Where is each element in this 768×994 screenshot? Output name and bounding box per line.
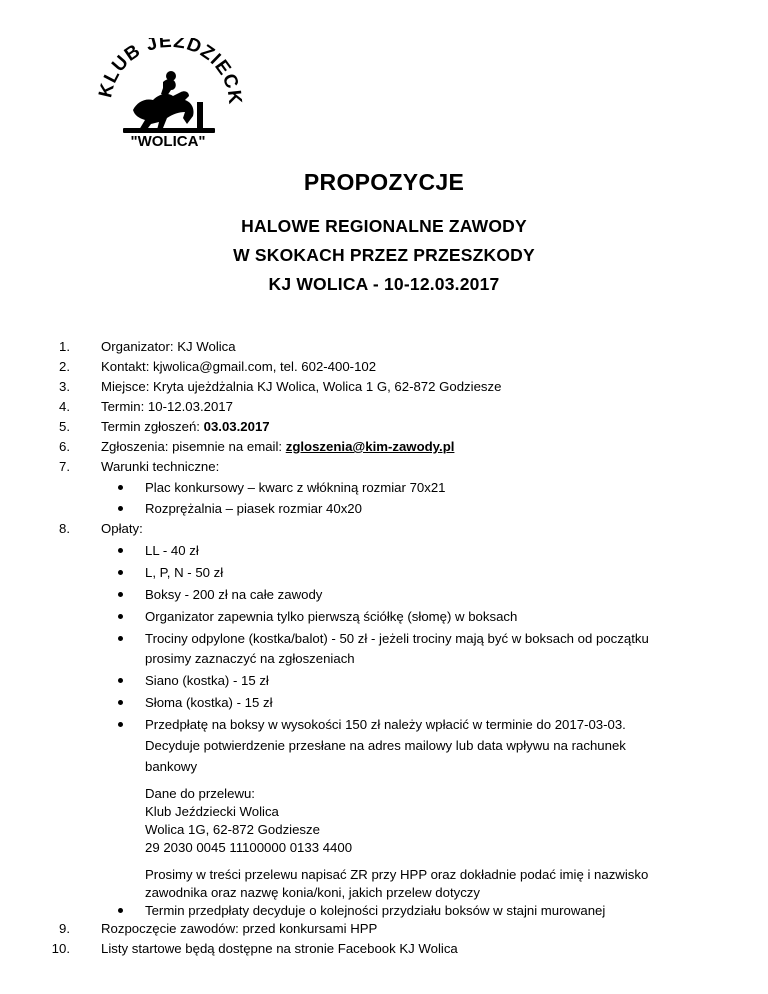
item-text: Miejsce: Kryta ujeżdżalnia KJ Wolica, Wolica 1 G, 62-872 Godziesze: [101, 379, 502, 394]
item-text: [101, 417, 270, 437]
bullet-icon: [118, 485, 123, 490]
item-number: 3.: [59, 379, 70, 394]
bullet-text: Słoma (kostka) - 15 zł: [145, 695, 273, 710]
bullet-text: Siano (kostka) - 15 zł: [145, 673, 269, 688]
bullet-text: L, P, N - 50 zł: [145, 565, 224, 580]
bullet-icon: [118, 592, 123, 597]
subtitle-line-2: W SKOKACH PRZEZ PRZESZKODY: [233, 245, 535, 265]
entries-label: Zgłoszenia: pisemnie na email:: [101, 439, 286, 454]
item-text: [101, 437, 454, 457]
bullet-icon: [118, 506, 123, 511]
page-title: PROPOZYCJE: [303, 169, 465, 195]
bank-account-number: 29 2030 0045 11100000 0133 4400: [145, 840, 353, 855]
bank-recipient: Klub Jeździecki Wolica: [145, 804, 279, 819]
item-number: 8.: [59, 521, 70, 536]
subtitle-line-3: KJ WOLICA - 10-12.03.2017: [268, 274, 500, 294]
bullet-icon: [118, 636, 123, 641]
subtitle-line-1: HALOWE REGIONALNE ZAWODY: [241, 216, 527, 236]
bullet-text: Rozprężalnia – piasek rozmiar 40x20: [145, 501, 362, 516]
bullet-icon: [118, 700, 123, 705]
bullet-text: Plac konkursowy – kwarc z włókniną rozmiar 70x21: [145, 480, 446, 495]
bullet-text: prosimy zaznaczyć na zgłoszeniach: [145, 651, 355, 666]
item-number: 1.: [59, 339, 70, 354]
bullet-text: Termin przedpłaty decyduje o kolejności przydziału boksów w stajni murowanej: [145, 903, 606, 918]
bullet-text: Decyduje potwierdzenie przesłane na adres mailowy lub data wpływu na rachunek: [145, 738, 626, 753]
item-number: 6.: [59, 439, 70, 454]
bullet-text: bankowy: [145, 759, 198, 774]
deadline-date: 03.03.2017: [203, 419, 270, 434]
item-number: 9.: [59, 921, 70, 936]
bullet-text: Boksy - 200 zł na całe zawody: [145, 587, 323, 602]
bullet-icon: [118, 908, 123, 913]
item-text: Termin: 10-12.03.2017: [101, 399, 233, 414]
note-text: Prosimy w treści przelewu napisać ZR przy HPP oraz dokładnie podać imię i nazwisko: [145, 867, 649, 882]
item-number: 4.: [59, 399, 70, 414]
bullet-text: LL - 40 zł: [145, 543, 199, 558]
item-text: Opłaty:: [101, 521, 143, 536]
item-text: Warunki techniczne:: [101, 459, 220, 474]
item-text: Organizator: KJ Wolica: [101, 339, 236, 354]
club-logo: [93, 38, 243, 150]
logo-arc-text: KLUB JEŹDZIEC: [95, 38, 243, 100]
bank-address: Wolica 1G, 62-872 Godziesze: [145, 822, 320, 837]
bullet-text: Organizator zapewnia tylko pierwszą ściółkę (słomę) w boksach: [145, 609, 518, 624]
item-number: 7.: [59, 459, 70, 474]
bullet-icon: [118, 570, 123, 575]
logo-club-name: "WOLICA": [130, 133, 206, 150]
note-text: zawodnika oraz nazwę konia/koni, jakich przelew dotyczy: [145, 885, 480, 900]
bank-heading: Dane do przelewu:: [145, 786, 255, 801]
bullet-icon: [118, 678, 123, 683]
item-number: 5.: [59, 419, 70, 434]
bullet-text: Trociny odpylone (kostka/balot) - 50 zł - jeżeli trociny mają być w boksach od początku: [145, 631, 649, 646]
horse-rider-icon: [93, 38, 243, 150]
item-text: Kontakt: kjwolica@gmail.com, tel. 602-400-102: [101, 359, 377, 374]
item-number: 10.: [51, 941, 70, 956]
bullet-icon: [118, 614, 123, 619]
bullet-icon: [118, 722, 123, 727]
deadline-label: Termin zgłoszeń:: [101, 419, 204, 434]
bullet-text: Przedpłatę na boksy w wysokości 150 zł należy wpłacić w terminie do 2017-03-03.: [145, 717, 626, 732]
bullet-icon: [118, 548, 123, 553]
entries-email-link[interactable]: zgloszenia@kim-zawody.pl: [285, 439, 455, 454]
item-text: Listy startowe będą dostępne na stronie Facebook KJ Wolica: [101, 941, 458, 956]
item-number: 2.: [59, 359, 70, 374]
item-text: Rozpoczęcie zawodów: przed konkursami HPP: [101, 921, 378, 936]
